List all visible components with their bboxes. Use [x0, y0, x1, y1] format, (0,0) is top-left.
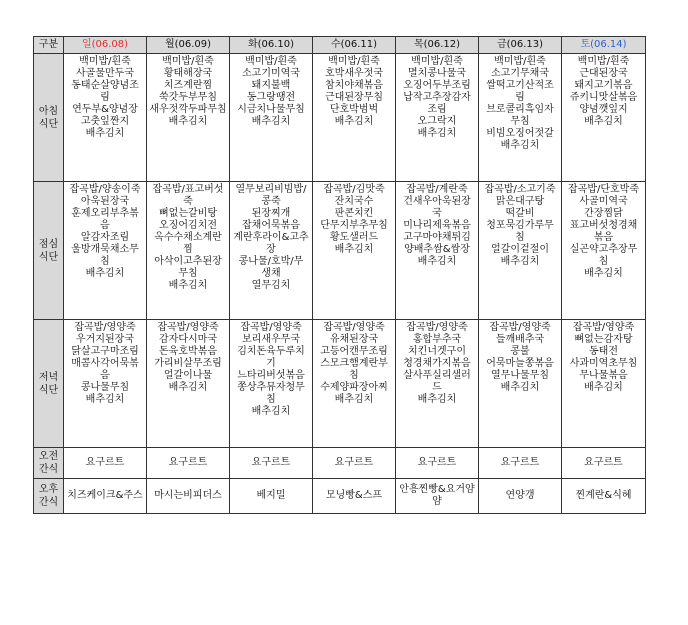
menu-item: 납작고추장감자 — [403, 92, 471, 103]
menu-item: 아욱된장국 — [80, 196, 130, 207]
menu-item: 쑥갓두부무침 — [159, 92, 217, 103]
menu-item: 근대된장무침 — [325, 92, 383, 103]
menu-item: 고춧잎짠지 — [80, 116, 130, 127]
menu-item: 요구르트 — [584, 457, 623, 468]
menu-item: 아삭이고추된장 — [154, 256, 222, 267]
menu-item: 가리비살무조림 — [154, 358, 222, 369]
menu-cell-wednesday — [313, 479, 396, 514]
menu-item: 동태순살양념조 — [71, 80, 139, 91]
menu-item: 얌 — [432, 496, 442, 507]
menu-cell-saturday — [562, 448, 646, 479]
menu-item: 침 — [598, 256, 609, 267]
row-label-line: 간식 — [38, 497, 59, 508]
menu-cell-wednesday — [313, 320, 396, 448]
menu-item: 잡곡밥/계란죽 — [406, 184, 468, 195]
menu-item: 배추김치 — [417, 128, 457, 139]
menu-item: 배추김치 — [168, 280, 208, 291]
menu-item: 참치야채볶음 — [325, 80, 383, 91]
menu-item: 찐계란&식혜 — [575, 490, 632, 501]
menu-item: 백미밥/흰죽 — [411, 56, 463, 67]
menu-item: 스모크햄계란부 — [320, 358, 388, 369]
menu-cell-monday — [147, 320, 230, 448]
menu-item: 무나물볶음 — [579, 370, 628, 381]
menu-item: 뼈없는갈비탕 — [159, 208, 217, 219]
menu-cell-sunday — [64, 182, 147, 320]
day-header-thursday: 목(06.12) — [396, 37, 479, 54]
menu-item: 단무지부추무침 — [320, 220, 388, 231]
menu-cell-tuesday — [230, 320, 313, 448]
row-label — [34, 54, 64, 182]
menu-item: 열무김치 — [251, 280, 291, 291]
menu-cell-sunday — [64, 448, 147, 479]
menu-item: 요구르트 — [417, 457, 457, 468]
menu-item: 잡곡밥/영양죽 — [489, 322, 551, 333]
menu-cell-monday — [147, 479, 230, 514]
menu-item: 드 — [432, 382, 442, 393]
menu-item: 소고기미역국 — [242, 68, 300, 79]
menu-item: 잡채어묵볶음 — [242, 220, 300, 231]
menu-item: 뼈없는감자탕 — [574, 334, 633, 345]
menu-cell-thursday — [396, 448, 479, 479]
menu-item: 잡곡밥/영양죽 — [157, 322, 219, 333]
breakfast-row — [34, 54, 646, 182]
menu-item: 치즈케이크&주스 — [67, 490, 143, 501]
menu-item: 배추김치 — [500, 140, 540, 151]
menu-item: 잡곡밥/영양죽 — [240, 322, 302, 333]
menu-item: 배추김치 — [168, 116, 208, 127]
menu-cell-friday — [479, 182, 562, 320]
menu-item: 시금치나물무침 — [237, 104, 305, 115]
menu-cell-sunday — [64, 320, 147, 448]
row-label-line: 저녁 — [38, 371, 59, 383]
menu-item: 침 — [349, 370, 359, 381]
row-label — [34, 320, 64, 448]
menu-item: 안흥찐빵&요거얌 — [399, 484, 475, 495]
menu-item: 쫑상추뮤자청무 — [237, 382, 305, 393]
menu-item: 단호박범벅 — [329, 104, 379, 115]
menu-item: 돈육호박볶음 — [159, 346, 217, 357]
menu-item: 황도샐러드 — [329, 232, 379, 243]
menu-item: 멸치콩나물국 — [408, 68, 466, 79]
menu-item: 국 — [432, 208, 442, 219]
menu-item: 김치돈육두루치 — [237, 346, 305, 357]
menu-item: 잡곡밥/영양죽 — [572, 322, 635, 333]
menu-item: 떡갈비 — [505, 208, 535, 219]
lunch-row — [34, 182, 646, 320]
menu-item: 잡곡밥/표고버섯 — [152, 184, 224, 195]
menu-item: 배추김치 — [85, 268, 125, 279]
row-label-line: 아침 — [38, 105, 59, 117]
menu-cell-friday — [479, 54, 562, 182]
menu-item: 마시는비피더스 — [154, 490, 222, 501]
day-header-saturday: 토(06.14) — [562, 37, 646, 54]
menu-item: 음 — [100, 220, 110, 231]
menu-item: 연양갱 — [505, 490, 535, 501]
menu-item: 배추김치 — [417, 394, 457, 405]
menu-item: 배추김치 — [251, 116, 291, 127]
menu-item: 콩불 — [510, 346, 530, 357]
menu-item: 백미밥/흰죽 — [328, 56, 380, 67]
dinner-row — [34, 320, 646, 448]
menu-item: 옥수수채소계란 — [154, 232, 222, 243]
menu-item: 동태전 — [589, 346, 618, 357]
menu-item: 새우젓깍두파무침 — [149, 104, 227, 115]
menu-item: 우거지된장국 — [76, 334, 134, 345]
menu-item: 수제양파장아찌 — [320, 382, 388, 393]
menu-item: 생채 — [261, 268, 281, 279]
menu-item: 얼갈이겉절이 — [491, 244, 549, 255]
row-label-line: 간식 — [38, 464, 59, 475]
menu-item: 치킨너겟구이 — [408, 346, 466, 357]
menu-item: 배추김치 — [584, 116, 623, 127]
menu-item: 배추김치 — [85, 128, 125, 139]
row-label-line: 오후 — [38, 484, 59, 495]
menu-item: 배추김치 — [500, 256, 540, 267]
menu-cell-sunday — [64, 54, 147, 182]
menu-item: 잡곡밥/소고기죽 — [484, 184, 556, 195]
menu-cell-tuesday — [230, 448, 313, 479]
menu-item: 배추김치 — [168, 382, 208, 393]
menu-cell-thursday — [396, 479, 479, 514]
menu-item: 울방개묵채소무 — [71, 244, 139, 255]
menu-cell-wednesday — [313, 182, 396, 320]
menu-item: 림 — [515, 92, 525, 103]
menu-item: 청경채가지볶음 — [403, 358, 471, 369]
menu-item: 요구르트 — [85, 457, 125, 468]
menu-cell-monday — [147, 54, 230, 182]
menu-item: 콩나물/호박/무 — [238, 256, 304, 267]
menu-item: 침 — [266, 394, 276, 405]
menu-item: 찜 — [183, 244, 193, 255]
day-header-tuesday: 화(06.10) — [230, 37, 313, 54]
menu-item: 백미밥/흰죽 — [162, 56, 214, 67]
menu-cell-thursday — [396, 54, 479, 182]
menu-item: 황태해장국 — [163, 68, 213, 79]
menu-item: 실곤약고추장무 — [569, 244, 638, 255]
menu-item: 비빔오징어젓갈 — [486, 128, 554, 139]
menu-item: 어묵마늘쫑볶음 — [486, 358, 554, 369]
header-row — [34, 37, 646, 54]
menu-item: 배추김치 — [85, 394, 125, 405]
menu-item: 배추김치 — [334, 116, 374, 127]
menu-item: 살사푸실리샐러 — [403, 370, 471, 381]
menu-item: 유채된장국 — [329, 334, 379, 345]
menu-item: 계란후라이&고추 — [233, 232, 309, 243]
menu-item: 쥬키니맛살볶음 — [569, 92, 638, 103]
menu-item: 고구마야채튀김 — [403, 232, 471, 243]
menu-item: 돼지고기볶음 — [574, 80, 633, 91]
menu-item: 사골미역국 — [579, 196, 628, 207]
menu-item: 요구르트 — [334, 457, 374, 468]
menu-cell-friday — [479, 479, 562, 514]
menu-item: 양념깻잎지 — [579, 104, 628, 115]
menu-item: 백미밥/흰죽 — [245, 56, 297, 67]
day-header-wednesday: 수(06.11) — [313, 37, 396, 54]
menu-item: 콩나물무침 — [80, 382, 130, 393]
menu-item: 콩죽 — [261, 196, 281, 207]
day-header-friday: 금(06.13) — [479, 37, 562, 54]
menu-cell-friday — [479, 448, 562, 479]
row-label — [34, 182, 64, 320]
menu-item: 돼지불백 — [251, 80, 291, 91]
menu-item: 보리새우무국 — [242, 334, 300, 345]
menu-item: 베지밀 — [256, 490, 286, 501]
row-label-line: 식단 — [38, 251, 59, 263]
weekly-meal-table — [33, 36, 646, 514]
menu-item: 잡곡밥/김맛죽 — [323, 184, 385, 195]
menu-item: 백미밥/흰죽 — [79, 56, 131, 67]
menu-item: 닭살고구마조림 — [71, 346, 139, 357]
menu-item: 배추김치 — [500, 382, 540, 393]
menu-item: 치즈계란찜 — [163, 80, 213, 91]
menu-item: 무침 — [178, 268, 198, 279]
menu-item: 장 — [266, 244, 276, 255]
menu-item: 간장찜닭 — [584, 208, 623, 219]
menu-item: 들깨배추국 — [495, 334, 545, 345]
row-label — [34, 479, 64, 514]
menu-cell-monday — [147, 182, 230, 320]
menu-item: 연두부&양념장 — [72, 104, 138, 115]
menu-item: 느타리버섯볶음 — [237, 370, 305, 381]
menu-cell-saturday — [562, 320, 646, 448]
menu-item: 사과미역초무침 — [569, 358, 638, 369]
menu-item: 동그랑땡전 — [246, 92, 296, 103]
day-header-monday: 월(06.09) — [147, 37, 230, 54]
header-label: 구분 — [34, 37, 64, 54]
menu-item: 된장찌개 — [251, 208, 291, 219]
menu-item: 호박새우젓국 — [325, 68, 383, 79]
menu-item: 미나리제육볶음 — [403, 220, 471, 231]
menu-item: 요구르트 — [168, 457, 208, 468]
menu-item: 알감자조림 — [80, 232, 130, 243]
menu-item: 배추김치 — [417, 256, 457, 267]
menu-item: 오징어두부조림 — [403, 80, 471, 91]
menu-item: 브로콜리흑임자 — [486, 104, 554, 115]
menu-item: 열무나물무침 — [491, 370, 549, 381]
menu-item: 근대된장국 — [579, 68, 628, 79]
menu-cell-wednesday — [313, 54, 396, 182]
row-label-line: 식단 — [38, 384, 59, 396]
menu-item: 쌀떡고기산적조 — [486, 80, 554, 91]
menu-item: 양배추쌈&쌈장 — [404, 244, 470, 255]
menu-cell-thursday — [396, 320, 479, 448]
menu-item: 잡곡밥/영양죽 — [323, 322, 385, 333]
menu-item: 고등어캔무조림 — [320, 346, 388, 357]
menu-item: 잡곡밥/영양죽 — [406, 322, 468, 333]
menu-item: 림 — [100, 92, 110, 103]
menu-item: 오그락지 — [417, 116, 457, 127]
menu-item: 맑은대구탕 — [495, 196, 545, 207]
menu-item: 백미밥/흰죽 — [577, 56, 630, 67]
menu-item: 배추김치 — [584, 268, 623, 279]
menu-item: 잡곡밥/양송이죽 — [69, 184, 141, 195]
menu-cell-tuesday — [230, 479, 313, 514]
menu-item: 조림 — [427, 104, 447, 115]
menu-item: 요구르트 — [500, 457, 540, 468]
menu-item: 잡곡밥/영양죽 — [74, 322, 136, 333]
menu-item: 감자다시마국 — [159, 334, 217, 345]
menu-cell-tuesday — [230, 182, 313, 320]
menu-item: 매콤사각어묵볶 — [71, 358, 139, 369]
menu-cell-wednesday — [313, 448, 396, 479]
menu-item: 배추김치 — [584, 382, 623, 393]
day-header-sunday: 일(06.08) — [64, 37, 147, 54]
menu-item: 죽 — [183, 196, 193, 207]
menu-item: 표고버섯청경채 — [569, 220, 638, 231]
menu-item: 사골물만두국 — [76, 68, 134, 79]
menu-item: 배추김치 — [334, 244, 374, 255]
row-label-line: 점심 — [38, 238, 59, 250]
menu-cell-saturday — [562, 479, 646, 514]
menu-cell-friday — [479, 320, 562, 448]
morning-snack-row — [34, 448, 646, 479]
menu-item: 요구르트 — [251, 457, 291, 468]
row-label-line: 식단 — [38, 118, 59, 130]
meal-rows — [34, 54, 646, 514]
menu-cell-thursday — [396, 182, 479, 320]
menu-item: 훈제오리부추볶 — [71, 208, 139, 219]
menu-item: 오징어김치전 — [159, 220, 217, 231]
menu-item: 침 — [515, 232, 525, 243]
menu-item: 잡곡밥/단호박죽 — [568, 184, 639, 195]
menu-item: 열무보리비빔밥/ — [235, 184, 307, 195]
menu-cell-monday — [147, 448, 230, 479]
menu-item: 건새우아욱된장 — [403, 196, 471, 207]
menu-cell-sunday — [64, 479, 147, 514]
menu-item: 기 — [266, 358, 276, 369]
menu-cell-tuesday — [230, 54, 313, 182]
menu-item: 판콘치킨 — [334, 208, 374, 219]
menu-item: 소고기무채국 — [491, 68, 549, 79]
menu-item: 음 — [100, 370, 110, 381]
menu-item: 볶음 — [593, 232, 614, 243]
menu-item: 홍합부추국 — [412, 334, 462, 345]
menu-item: 얼갈이나물 — [163, 370, 213, 381]
menu-item: 배추김치 — [251, 406, 291, 417]
menu-item: 잔치국수 — [334, 196, 374, 207]
menu-item: 침 — [100, 256, 110, 267]
menu-item: 배추김치 — [334, 394, 374, 405]
menu-cell-saturday — [562, 182, 646, 320]
menu-cell-saturday — [562, 54, 646, 182]
menu-item: 청포묵김가루무 — [486, 220, 554, 231]
menu-item: 백미밥/흰죽 — [494, 56, 546, 67]
row-label-line: 오전 — [38, 451, 59, 462]
menu-item: 무침 — [510, 116, 530, 127]
menu-item: 모닝빵&스프 — [325, 490, 383, 501]
afternoon-snack-row — [34, 479, 646, 514]
row-label — [34, 448, 64, 479]
